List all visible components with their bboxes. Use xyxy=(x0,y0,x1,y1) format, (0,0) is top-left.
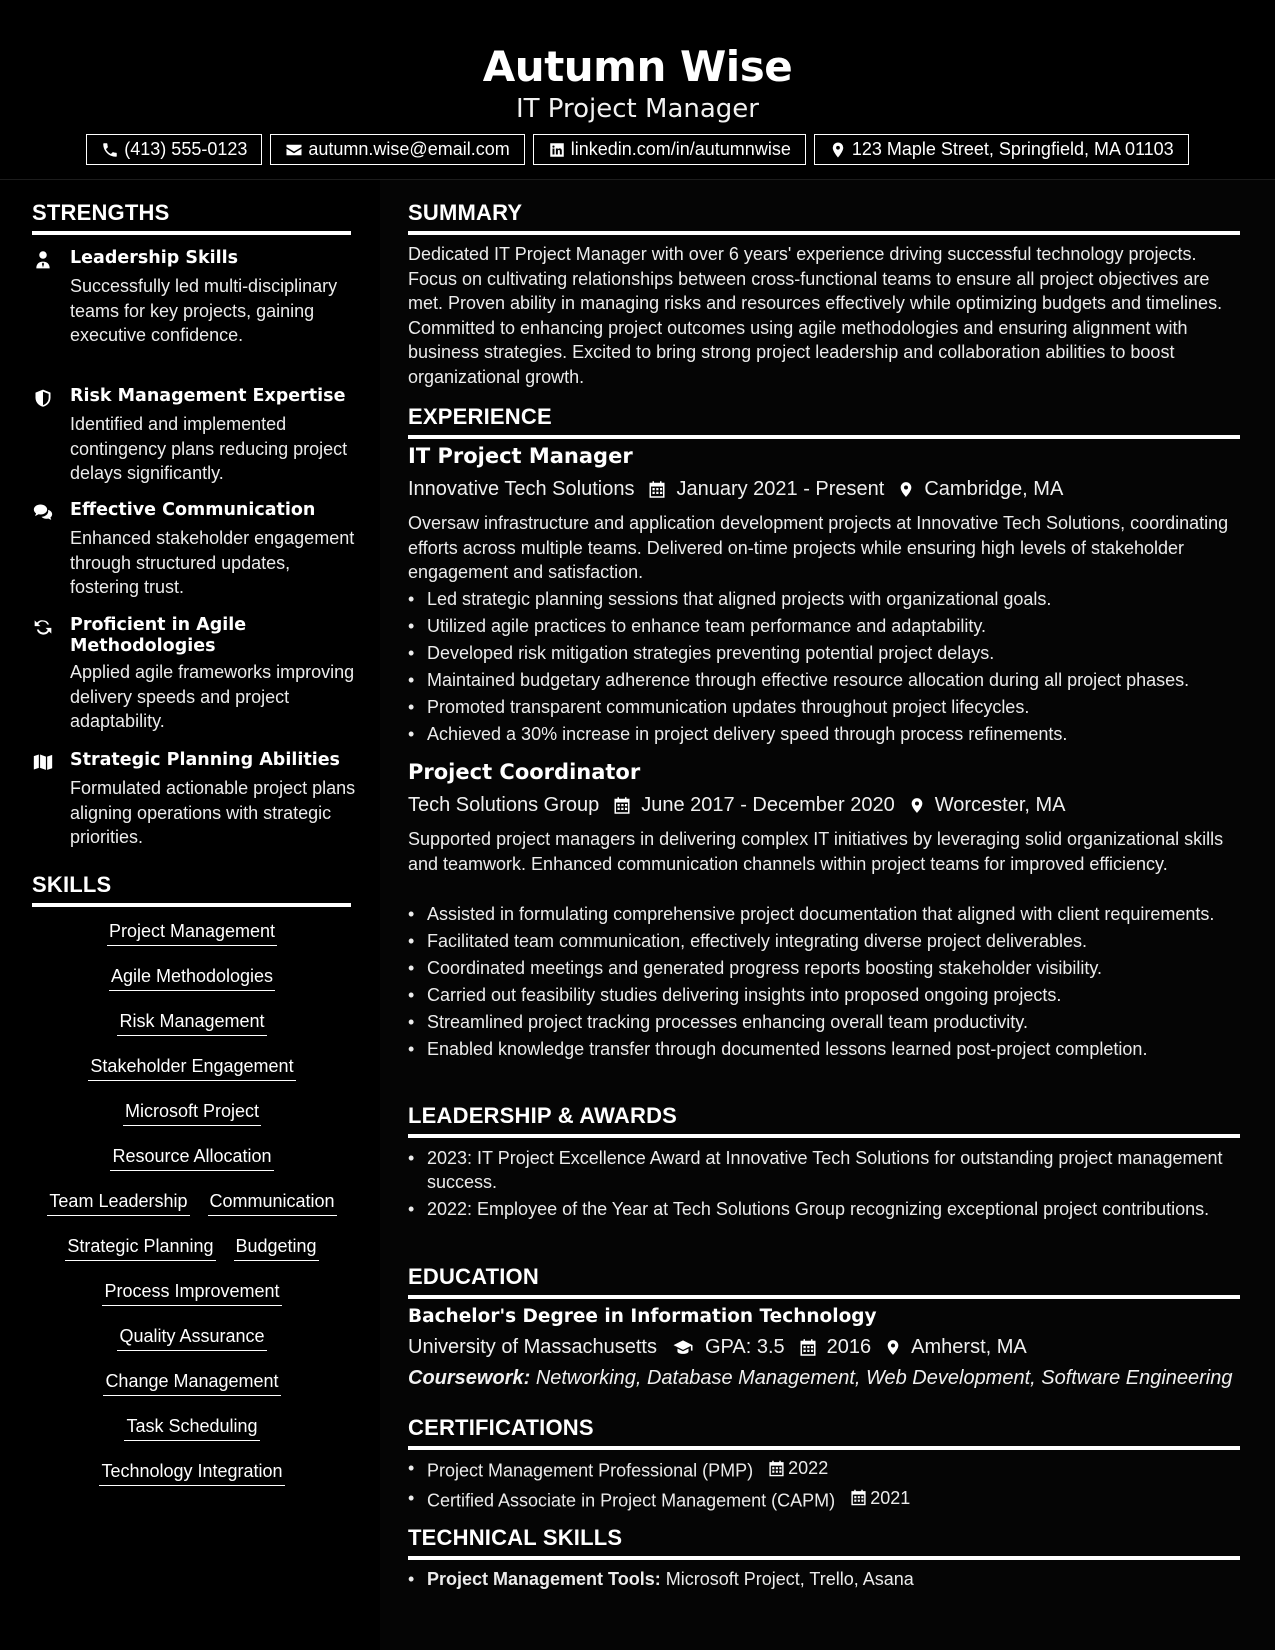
contact-bar xyxy=(0,134,1275,165)
calendar-icon xyxy=(648,480,666,499)
strength-desc: Identified and implemented contingency plans reducing project delays significantly. xyxy=(70,414,348,483)
job-title: IT Project Manager xyxy=(408,444,633,468)
awards-list xyxy=(408,1146,1240,1224)
strength-desc: Enhanced stakeholder engagement through structured updates, fostering trust. xyxy=(70,528,355,597)
calendar-icon xyxy=(850,1489,867,1506)
education-degree: Bachelor's Degree in Information Technology xyxy=(408,1306,877,1327)
resume-header xyxy=(0,0,1275,180)
map-pin-icon xyxy=(909,796,925,815)
skill-tag: Risk Management xyxy=(117,1008,266,1036)
map-pin-icon xyxy=(885,1338,901,1357)
contact-phone[interactable] xyxy=(86,134,262,165)
job-company: Innovative Tech Solutions xyxy=(408,478,635,500)
job-title: Project Coordinator xyxy=(408,760,641,784)
contact-address[interactable] xyxy=(814,134,1189,165)
list-item: • Carried out feasibility studies delivering insights into proposed ongoing projects. xyxy=(408,983,1240,1007)
education-heading: EDUCATION xyxy=(408,1264,1240,1299)
tech-skill-label: Project Management Tools: xyxy=(427,1569,661,1589)
list-item xyxy=(408,1456,1240,1483)
certifications-heading: CERTIFICATIONS xyxy=(408,1415,1240,1450)
candidate-name: Autumn Wise xyxy=(482,42,793,91)
education-gpa: GPA: 3.5 xyxy=(704,1336,785,1358)
summary-text: Dedicated IT Project Manager with over 6 years' experience driving successful technology projects. Focus on cultivating relationships between cross-functional teams to ensure all project objectives are met. Proven ability in managing risks and resources effectively while optimizing budgets and timelines. Committed to enhancing project outcomes using agile methodologies and ensuring alignment with business strategies. Excited to bring strong project leadership and collaboration abilities to boost organizational growth. xyxy=(408,244,1223,387)
calendar-icon xyxy=(768,1460,785,1477)
graduation-cap-icon xyxy=(671,1338,695,1357)
skill-tag: Quality Assurance xyxy=(117,1323,266,1351)
list-item: • Coordinated meetings and generated progress reports boosting stakeholder visibility. xyxy=(408,956,1240,980)
coursework-label: Coursework: xyxy=(408,1367,531,1389)
strengths-heading: STRENGTHS xyxy=(32,200,351,235)
candidate-title: IT Project Manager xyxy=(515,94,759,124)
education-school: University of Massachusetts xyxy=(408,1336,657,1358)
contact-email[interactable] xyxy=(270,134,524,165)
strength-item xyxy=(32,386,352,486)
list-item xyxy=(408,1486,1240,1513)
skill-tag: Microsoft Project xyxy=(123,1098,261,1126)
job-meta xyxy=(408,478,1063,501)
map-pin-icon xyxy=(898,480,914,499)
skill-tag: Technology Integration xyxy=(99,1458,284,1486)
strength-title: Risk Management Expertise xyxy=(70,386,346,406)
technical-skills-heading: TECHNICAL SKILLS xyxy=(408,1525,1240,1560)
education-coursework xyxy=(408,1367,1233,1390)
education-year: 2016 xyxy=(826,1336,872,1358)
list-item: • Assisted in formulating comprehensive project documentation that aligned with client requirements. xyxy=(408,902,1240,926)
skill-tag: Budgeting xyxy=(234,1233,319,1261)
list-item: • Promoted transparent communication updates throughout project lifecycles. xyxy=(408,695,1240,719)
list-item: • Facilitated team communication, effectively integrating diverse project deliverables. xyxy=(408,929,1240,953)
person-tie-icon xyxy=(32,250,54,270)
job-location: Worcester, MA xyxy=(934,794,1066,816)
strength-desc: Formulated actionable project plans aligning operations with strategic priorities. xyxy=(70,778,356,847)
list-item: • 2022: Employee of the Year at Tech Solutions Group recognizing exceptional project contributions. xyxy=(408,1197,1240,1221)
tech-skill-value: Microsoft Project, Trello, Asana xyxy=(665,1569,914,1589)
experience-heading: EXPERIENCE xyxy=(408,404,1240,439)
contact-phone-text: (413) 555-0123 xyxy=(124,139,248,159)
list-item: • Utilized agile practices to enhance team performance and adaptability. xyxy=(408,614,1240,638)
skill-tag: Team Leadership xyxy=(47,1188,189,1216)
calendar-icon xyxy=(613,796,631,815)
skill-tag: Process Improvement xyxy=(102,1278,281,1306)
technical-skills-list xyxy=(408,1567,1240,1594)
linkedin-icon xyxy=(548,141,566,159)
awards-heading: LEADERSHIP & AWARDS xyxy=(408,1103,1240,1138)
cert-name: Certified Associate in Project Management (CAPM) xyxy=(427,1490,836,1510)
job-description: Supported project managers in delivering complex IT initiatives by leveraging solid organizational skills and teamwork. Enhanced communication channels within project teams for improved efficiency. xyxy=(408,829,1224,874)
strength-title: Strategic Planning Abilities xyxy=(70,750,340,770)
skill-tag: Strategic Planning xyxy=(65,1233,215,1261)
job-dates: January 2021 - Present xyxy=(676,478,885,500)
phone-icon xyxy=(101,141,119,159)
job-meta xyxy=(408,794,1066,817)
list-item: • Enabled knowledge transfer through documented lessons learned post-project completion. xyxy=(408,1037,1240,1061)
strength-item xyxy=(32,750,356,850)
map-pin-icon xyxy=(829,141,847,159)
strength-title: Leadership Skills xyxy=(70,248,239,268)
contact-email-text: autumn.wise@email.com xyxy=(308,139,510,159)
skill-tag: Change Management xyxy=(103,1368,280,1396)
job-location: Cambridge, MA xyxy=(924,478,1064,500)
education-location: Amherst, MA xyxy=(911,1336,1027,1358)
job-description: Oversaw infrastructure and application development projects at Innovative Tech Solutions, coordinating efforts across multiple teams. Delivered on-time projects while ensuring high levels of stakeholder engagement and satisfaction. xyxy=(408,513,1229,582)
cert-name: Project Management Professional (PMP) xyxy=(427,1460,754,1481)
map-icon xyxy=(32,752,54,772)
job-bullets xyxy=(408,587,1240,749)
list-item: • Achieved a 30% increase in project delivery speed through process refinements. xyxy=(408,722,1240,746)
strength-desc: Applied agile frameworks improving delivery speeds and project adaptability. xyxy=(70,662,355,731)
skills-list xyxy=(32,918,352,1503)
certifications-list xyxy=(408,1456,1240,1515)
calendar-icon xyxy=(799,1338,817,1357)
list-item: • Led strategic planning sessions that aligned projects with organizational goals. xyxy=(408,587,1240,611)
job-dates: June 2017 - December 2020 xyxy=(641,794,895,816)
strength-title: Proficient in Agile Methodologies xyxy=(70,615,247,656)
list-item: • Developed risk mitigation strategies preventing potential project delays. xyxy=(408,641,1240,665)
coursework-text: Networking, Database Management, Web Development, Software Engineering xyxy=(535,1367,1233,1389)
strength-item xyxy=(32,500,355,600)
job-bullets xyxy=(408,902,1240,1064)
skill-tag: Resource Allocation xyxy=(110,1143,273,1171)
contact-linkedin[interactable] xyxy=(533,134,806,165)
strength-desc: Successfully led multi-disciplinary teams for key projects, gaining executive confidence. xyxy=(70,276,338,345)
education-meta xyxy=(408,1336,1027,1359)
list-item xyxy=(408,1567,1240,1591)
list-item: • Streamlined project tracking processes enhancing overall team productivity. xyxy=(408,1010,1240,1034)
job-company: Tech Solutions Group xyxy=(408,794,600,816)
cert-year: 2021 xyxy=(870,1487,911,1508)
skill-tag: Project Management xyxy=(107,918,277,946)
cert-year: 2022 xyxy=(788,1458,829,1478)
sync-icon xyxy=(32,617,54,637)
envelope-icon xyxy=(285,141,303,159)
contact-address-text: 123 Maple Street, Springfield, MA 01103 xyxy=(851,139,1174,159)
strength-title: Effective Communication xyxy=(70,500,316,520)
skill-tag: Communication xyxy=(208,1188,337,1216)
strength-item xyxy=(32,248,352,368)
skill-tag: Task Scheduling xyxy=(124,1413,259,1441)
summary-heading: SUMMARY xyxy=(408,200,1240,235)
comments-icon xyxy=(32,502,54,522)
list-item: • Maintained budgetary adherence through effective resource allocation during all project phases. xyxy=(408,668,1240,692)
contact-linkedin-text: linkedin.com/in/autumnwise xyxy=(570,139,791,159)
strength-item xyxy=(32,615,355,735)
shield-icon xyxy=(32,388,54,408)
skills-heading: SKILLS xyxy=(32,872,351,907)
skill-tag: Stakeholder Engagement xyxy=(88,1053,295,1081)
skill-tag: Agile Methodologies xyxy=(109,963,275,991)
list-item: • 2023: IT Project Excellence Award at Innovative Tech Solutions for outstanding project management success. xyxy=(408,1146,1240,1194)
